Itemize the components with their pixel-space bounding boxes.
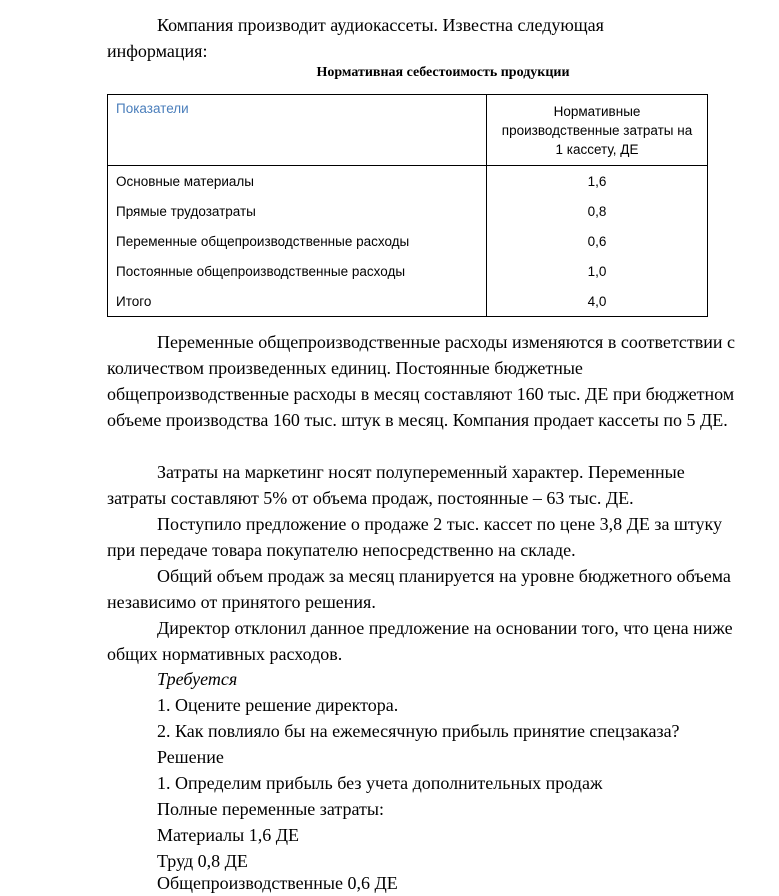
header-indicators: Показатели [108, 95, 487, 166]
paragraph-sales-volume: Общий объем продаж за месяц планируется на уровне бюджетного объема независимо от принятого решения. [107, 566, 731, 612]
intro-paragraph [107, 12, 747, 64]
row-value: 0,8 [487, 196, 708, 226]
table-row [108, 166, 708, 197]
solution-line: 1. Определим прибыль без учета дополнительных продаж [157, 773, 603, 793]
intro-line-1: Компания производит аудиокассеты. Известна следующая [157, 15, 604, 35]
table-caption: Нормативная себестоимость продукции [316, 65, 570, 80]
requirement-item: 1. Оцените решение директора. [157, 695, 399, 715]
row-label: Постоянные общепроизводственные расходы [108, 256, 487, 286]
row-value: 0,6 [487, 226, 708, 256]
requirement-heading: Требуется [157, 669, 238, 689]
row-value: 1,0 [487, 256, 708, 286]
row-label: Основные материалы [108, 166, 487, 197]
cost-table [107, 94, 708, 317]
paragraph-director: Директор отклонил данное предложение на основании того, что цена ниже общих нормативных расходов. [107, 618, 733, 664]
row-value: 1,6 [487, 166, 708, 197]
table-row [108, 226, 708, 256]
row-value: 4,0 [487, 286, 708, 317]
header-standard-costs: Нормативные производственные затраты на 1 кассету, ДЕ [487, 95, 708, 166]
row-label: Прямые трудозатраты [108, 196, 487, 226]
intro-line-2: информация: [107, 41, 208, 61]
paragraph-offer: Поступило предложение о продаже 2 тыс. кассет по цене 3,8 ДЕ за штуку при передаче товара покупателю непосредственно на складе. [107, 514, 722, 560]
paragraph-overhead: Переменные общепроизводственные расходы изменяются в соответствии с количеством произведенных единиц. Постоянные бюджетные общепроизводственные расходы в месяц составляют 160 тыс. ДЕ при бюджетном объеме производства 160 тыс. штук в месяц. Компания продает кассеты по 5 ДЕ. [107, 332, 736, 430]
table-header-row [108, 95, 708, 166]
solution-heading: Решение [157, 747, 224, 767]
solution-line: Общепроизводственные 0,6 ДЕ [157, 873, 398, 893]
paragraph-marketing: Затраты на маркетинг носят полупеременный характер. Переменные затраты составляют 5% от объема продаж, постоянные – 63 тыс. ДЕ. [107, 462, 685, 508]
row-label: Итого [108, 286, 487, 317]
solution-line: Труд 0,8 ДЕ [157, 851, 248, 871]
table-row [108, 196, 708, 226]
table-row [108, 256, 708, 286]
solution-line: Материалы 1,6 ДЕ [157, 825, 300, 845]
solution-line: Полные переменные затраты: [157, 799, 385, 819]
requirement-item: 2. Как повлияло бы на ежемесячную прибыль принятие спецзаказа? [157, 721, 680, 741]
table-row-total [108, 286, 708, 317]
row-label: Переменные общепроизводственные расходы [108, 226, 487, 256]
